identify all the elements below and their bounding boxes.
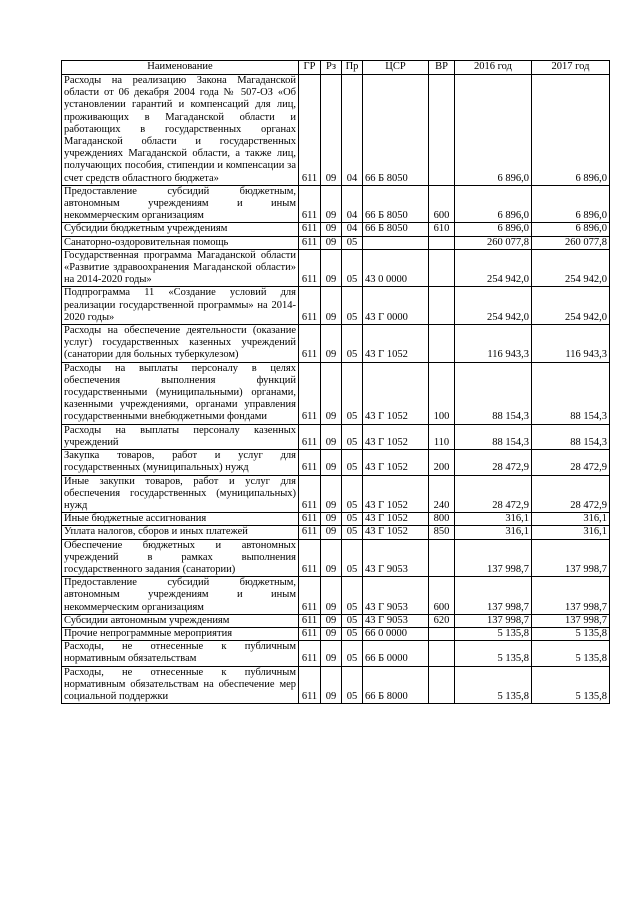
row-2017: 6 896,0 [532,185,610,223]
row-vr [429,236,455,249]
row-name: Предоставление субсидий бюджетным, автономным учреждениям и иным некоммерческим организациям [62,577,299,615]
row-pr: 05 [342,475,363,513]
row-gr: 611 [299,627,321,640]
row-rz: 09 [321,539,342,577]
row-rz: 09 [321,236,342,249]
row-vr: 610 [429,223,455,236]
row-rz: 09 [321,526,342,539]
row-gr: 611 [299,249,321,287]
row-2017: 6 896,0 [532,223,610,236]
header-vr: ВР [429,61,455,75]
row-2016: 316,1 [455,526,532,539]
table-row [62,450,610,475]
row-2016: 6 896,0 [455,185,532,223]
row-csr: 43 Г 1052 [363,362,429,424]
row-vr: 800 [429,513,455,526]
row-vr: 100 [429,362,455,424]
row-vr [429,539,455,577]
row-rz: 09 [321,475,342,513]
row-2016: 254 942,0 [455,249,532,287]
row-csr: 66 Б 0000 [363,641,429,666]
row-rz: 09 [321,577,342,615]
table-row [62,614,610,627]
header-2016: 2016 год [455,61,532,75]
table-row [62,526,610,539]
row-gr: 611 [299,614,321,627]
row-pr: 05 [342,325,363,363]
row-csr: 43 Г 1052 [363,513,429,526]
table-row [62,424,610,449]
row-2016: 137 998,7 [455,614,532,627]
row-csr: 43 Г 1052 [363,526,429,539]
row-pr: 05 [342,450,363,475]
table-row [62,627,610,640]
row-name: Закупка товаров, работ и услуг для государственных (муниципальных) нужд [62,450,299,475]
row-pr: 05 [342,641,363,666]
row-2017: 137 998,7 [532,539,610,577]
row-2017: 5 135,8 [532,666,610,704]
row-vr: 600 [429,577,455,615]
table-row [62,249,610,287]
row-vr [429,666,455,704]
row-2016: 5 135,8 [455,627,532,640]
row-2017: 137 998,7 [532,577,610,615]
row-name: Субсидии автономным учреждениям [62,614,299,627]
row-2017: 260 077,8 [532,236,610,249]
row-csr: 43 Г 9053 [363,577,429,615]
row-pr: 05 [342,577,363,615]
header-rz: Рз [321,61,342,75]
row-vr: 850 [429,526,455,539]
row-vr [429,325,455,363]
row-gr: 611 [299,75,321,186]
row-pr: 05 [342,539,363,577]
row-csr: 43 Г 1052 [363,475,429,513]
row-name: Государственная программа Магаданской области «Развитие здравоохранения Магаданской области» на 2014-2020 годы» [62,249,299,287]
row-gr: 611 [299,287,321,325]
row-2017: 28 472,9 [532,475,610,513]
row-gr: 611 [299,325,321,363]
row-csr: 43 0 0000 [363,249,429,287]
row-2016: 6 896,0 [455,75,532,186]
row-vr [429,627,455,640]
row-2016: 6 896,0 [455,223,532,236]
row-vr: 620 [429,614,455,627]
row-pr: 05 [342,627,363,640]
row-csr: 43 Г 9053 [363,614,429,627]
row-2016: 5 135,8 [455,666,532,704]
row-name: Расходы на выплаты персоналу казенных учреждений [62,424,299,449]
row-gr: 611 [299,475,321,513]
row-pr: 05 [342,526,363,539]
row-csr: 66 Б 8050 [363,75,429,186]
row-gr: 611 [299,424,321,449]
row-name: Санаторно-оздоровительная помощь [62,236,299,249]
row-csr: 43 Г 9053 [363,539,429,577]
table-header-row [62,61,610,75]
row-csr: 66 Б 8050 [363,223,429,236]
row-2017: 5 135,8 [532,641,610,666]
row-vr: 600 [429,185,455,223]
row-pr: 05 [342,614,363,627]
row-rz: 09 [321,325,342,363]
table-row [62,513,610,526]
row-2016: 316,1 [455,513,532,526]
row-gr: 611 [299,185,321,223]
row-2016: 116 943,3 [455,325,532,363]
row-name: Предоставление субсидий бюджетным, автономным учреждениям и иным некоммерческим организациям [62,185,299,223]
row-gr: 611 [299,539,321,577]
row-rz: 09 [321,641,342,666]
row-csr: 66 0 0000 [363,627,429,640]
row-name: Обеспечение бюджетных и автономных учреждений в рамках выполнения государственного задания (санатории) [62,539,299,577]
row-rz: 09 [321,666,342,704]
row-2017: 254 942,0 [532,287,610,325]
row-vr: 110 [429,424,455,449]
row-rz: 09 [321,450,342,475]
row-pr: 04 [342,75,363,186]
row-csr: 43 Г 1052 [363,450,429,475]
row-gr: 611 [299,362,321,424]
row-pr: 05 [342,249,363,287]
row-2017: 316,1 [532,513,610,526]
row-name: Субсидии бюджетным учреждениям [62,223,299,236]
row-2017: 88 154,3 [532,362,610,424]
row-gr: 611 [299,577,321,615]
row-2017: 6 896,0 [532,75,610,186]
row-name: Расходы, не отнесенные к публичным нормативным обязательствам на обеспечение мер социальной поддержки [62,666,299,704]
row-2017: 116 943,3 [532,325,610,363]
row-gr: 611 [299,513,321,526]
row-2017: 137 998,7 [532,614,610,627]
row-vr: 240 [429,475,455,513]
table-row [62,287,610,325]
row-rz: 09 [321,223,342,236]
row-csr: 66 Б 8050 [363,185,429,223]
row-name: Расходы, не отнесенные к публичным нормативным обязательствам [62,641,299,666]
row-gr: 611 [299,526,321,539]
table-row [62,641,610,666]
row-pr: 04 [342,223,363,236]
row-vr [429,75,455,186]
row-gr: 611 [299,223,321,236]
header-2017: 2017 год [532,61,610,75]
row-name: Иные закупки товаров, работ и услуг для обеспечения государственных (муниципальных) нужд [62,475,299,513]
table-row [62,75,610,186]
row-rz: 09 [321,287,342,325]
table-row [62,539,610,577]
row-gr: 611 [299,450,321,475]
table-row [62,362,610,424]
row-name: Расходы на выплаты персоналу в целях обеспечения выполнения функций государственными (муниципальными) органами, казенными учреждениями, органами управления государственными внебюджетными фондами [62,362,299,424]
row-csr: 43 Г 1052 [363,424,429,449]
row-csr [363,236,429,249]
header-csr: ЦСР [363,61,429,75]
row-rz: 09 [321,627,342,640]
row-2016: 5 135,8 [455,641,532,666]
row-rz: 09 [321,424,342,449]
row-vr [429,641,455,666]
row-pr: 05 [342,362,363,424]
row-gr: 611 [299,641,321,666]
row-pr: 04 [342,185,363,223]
row-vr [429,287,455,325]
row-name: Уплата налогов, сборов и иных платежей [62,526,299,539]
row-csr: 43 Г 1052 [363,325,429,363]
row-gr: 611 [299,236,321,249]
row-rz: 09 [321,75,342,186]
row-name: Расходы на обеспечение деятельности (оказание услуг) государственных казенных учреждений (санатории для больных туберкулезом) [62,325,299,363]
row-rz: 09 [321,185,342,223]
row-2016: 137 998,7 [455,577,532,615]
table-row [62,666,610,704]
table-row [62,325,610,363]
row-2016: 88 154,3 [455,424,532,449]
row-pr: 05 [342,236,363,249]
table-row [62,223,610,236]
row-2017: 254 942,0 [532,249,610,287]
budget-table [61,60,610,704]
row-2016: 137 998,7 [455,539,532,577]
row-name: Иные бюджетные ассигнования [62,513,299,526]
row-2017: 88 154,3 [532,424,610,449]
row-rz: 09 [321,513,342,526]
row-csr: 66 Б 8000 [363,666,429,704]
header-pr: Пр [342,61,363,75]
row-name: Прочие непрограммные мероприятия [62,627,299,640]
row-2016: 88 154,3 [455,362,532,424]
row-2017: 316,1 [532,526,610,539]
row-2017: 5 135,8 [532,627,610,640]
row-name: Расходы на реализацию Закона Магаданской области от 06 декабря 2004 года № 507-ОЗ «Об установлении гарантий и компенсаций для лиц, проживающих в Магаданской области и работающих в государственных органах Магаданской области и государственных учреждениях Магаданской области, а также лиц, получающих пособия, стипендии и компенсации за счет средств областного бюджета» [62,75,299,186]
row-2016: 28 472,9 [455,450,532,475]
row-2017: 28 472,9 [532,450,610,475]
table-row [62,236,610,249]
row-pr: 05 [342,666,363,704]
row-2016: 260 077,8 [455,236,532,249]
row-csr: 43 Г 0000 [363,287,429,325]
row-2016: 28 472,9 [455,475,532,513]
table-row [62,185,610,223]
row-rz: 09 [321,614,342,627]
row-pr: 05 [342,513,363,526]
row-vr: 200 [429,450,455,475]
header-name: Наименование [62,61,299,75]
row-pr: 05 [342,287,363,325]
row-rz: 09 [321,249,342,287]
table-row [62,475,610,513]
row-gr: 611 [299,666,321,704]
row-rz: 09 [321,362,342,424]
row-vr [429,249,455,287]
table-row [62,577,610,615]
header-gr: ГР [299,61,321,75]
row-name: Подпрограмма 11 «Создание условий для реализации государственной программы» на 2014-2020 годы» [62,287,299,325]
row-pr: 05 [342,424,363,449]
row-2016: 254 942,0 [455,287,532,325]
